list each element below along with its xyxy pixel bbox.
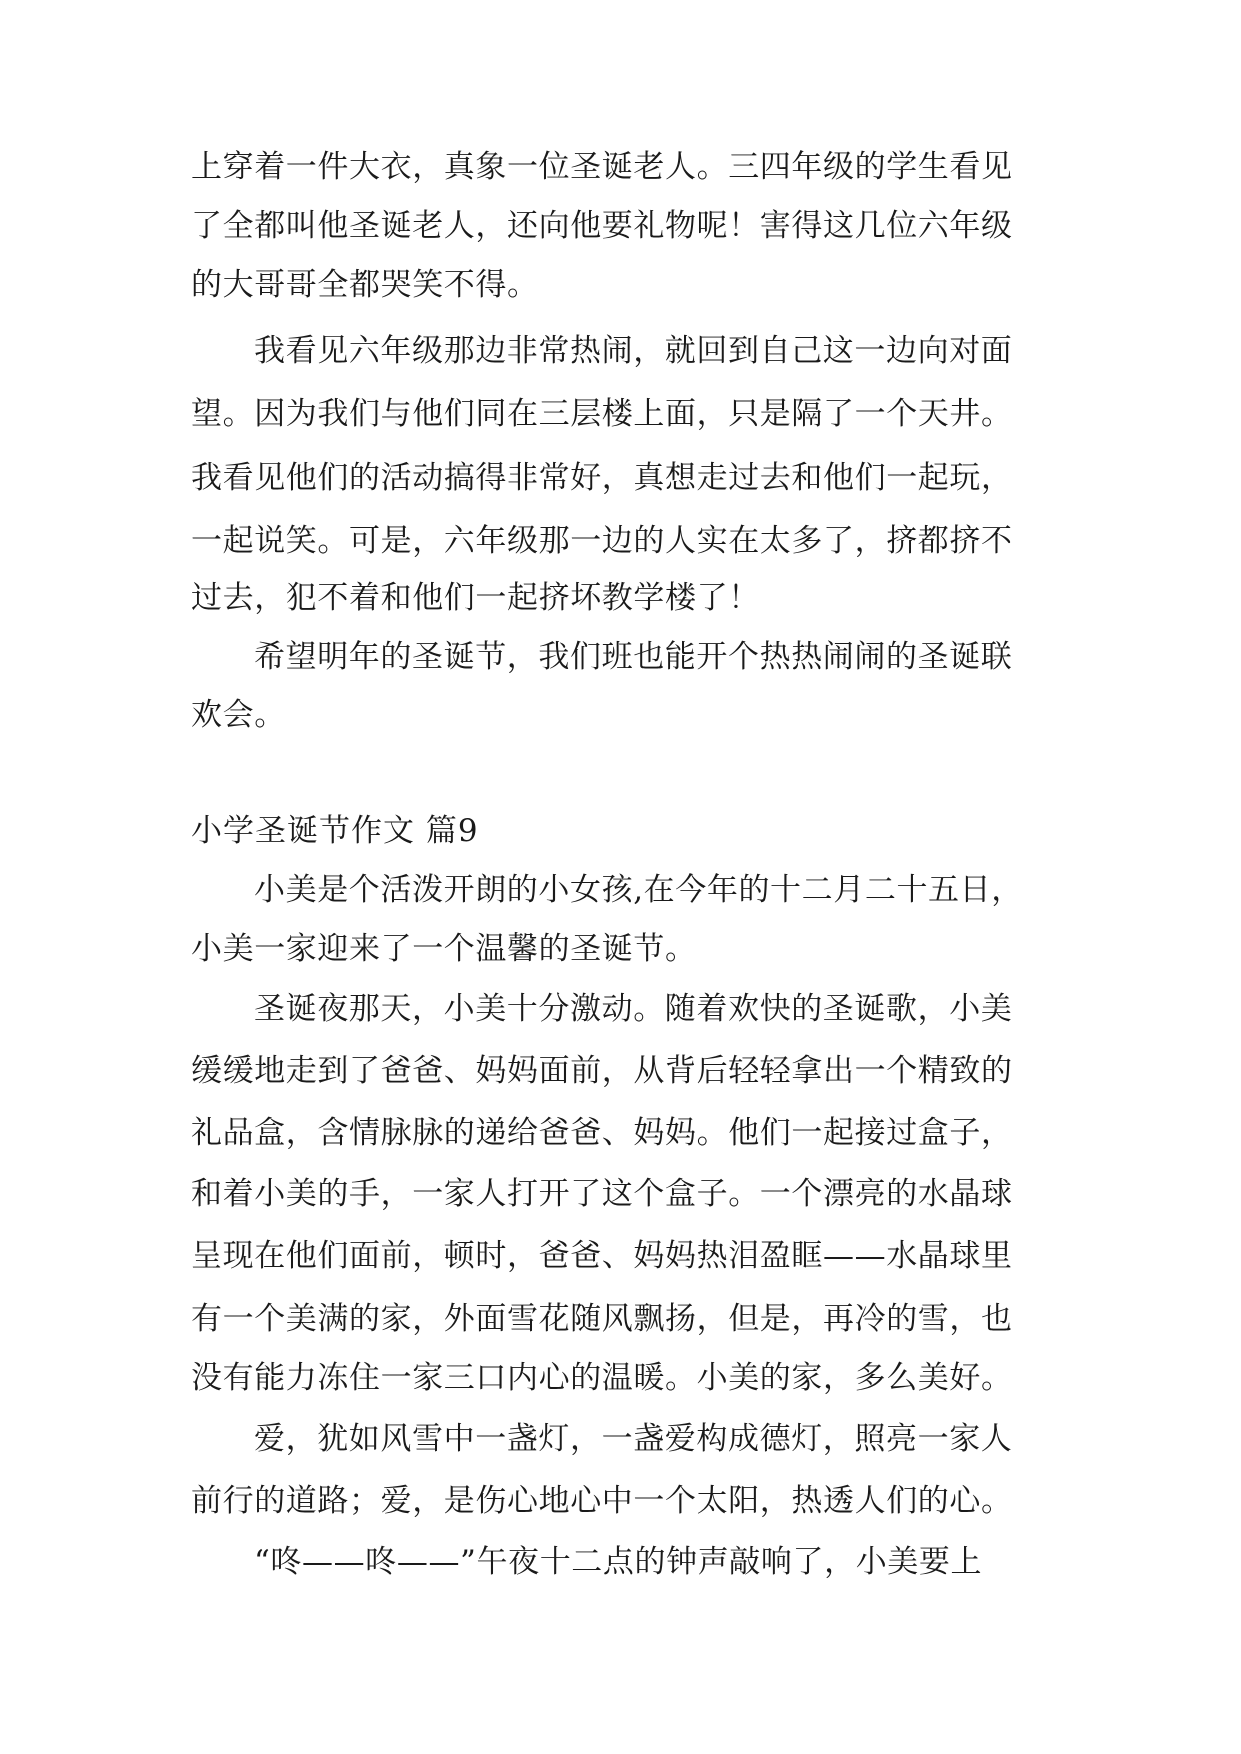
paragraph-line: 呈现在他们面前，顿时，爸爸、妈妈热泪盈眶——水晶球里 [191, 1238, 1013, 1274]
paragraph-line: 前行的道路；爱，是伤心地心中一个太阳，热透人们的心。 [191, 1483, 1013, 1519]
paragraph-line: 有一个美满的家，外面雪花随风飘扬，但是，再冷的雪，也 [191, 1301, 1013, 1337]
paragraph-line: 圣诞夜那天，小美十分激动。随着欢快的圣诞歌，小美 [254, 991, 1013, 1027]
paragraph-line: 礼品盒，含情脉脉的递给爸爸、妈妈。他们一起接过盒子， [191, 1115, 1013, 1151]
paragraph-line: 过去，犯不着和他们一起挤坏教学楼了！ [191, 580, 760, 616]
paragraph-line: 欢会。 [191, 697, 286, 733]
paragraph-line: 一起说笑。可是，六年级那一边的人实在太多了，挤都挤不 [191, 523, 1013, 559]
paragraph-line: 没有能力冻住一家三口内心的温暖。小美的家，多么美好。 [191, 1360, 1013, 1396]
paragraph-line: 希望明年的圣诞节，我们班也能开个热热闹闹的圣诞联 [254, 639, 1013, 675]
paragraph-line: 和着小美的手，一家人打开了这个盒子。一个漂亮的水晶球 [191, 1176, 1013, 1212]
paragraph-line: 小美一家迎来了一个温馨的圣诞节。 [191, 931, 697, 967]
paragraph-line: 缓缓地走到了爸爸、妈妈面前，从背后轻轻拿出一个精致的 [191, 1053, 1013, 1089]
paragraph-line: 的大哥哥全都哭笑不得。 [191, 267, 539, 303]
paragraph-line: 爱，犹如风雪中一盏灯，一盏爱构成德灯，照亮一家人 [254, 1421, 1013, 1457]
paragraph-line: 上穿着一件大衣，真象一位圣诞老人。三四年级的学生看见 [191, 149, 1013, 185]
paragraph-line: 了全都叫他圣诞老人，还向他要礼物呢！害得这几位六年级 [191, 208, 1013, 244]
section-heading: 小学圣诞节作文 篇9 [191, 813, 479, 849]
paragraph-line: 我看见他们的活动搞得非常好，真想走过去和他们一起玩， [191, 460, 1013, 496]
paragraph-line: 我看见六年级那边非常热闹，就回到自己这一边向对面 [254, 333, 1013, 369]
paragraph-line: 小美是个活泼开朗的小女孩,在今年的十二月二十五日， [254, 872, 1023, 908]
paragraph-line: “咚——咚——”午夜十二点的钟声敲响了，小美要上 [254, 1544, 983, 1580]
paragraph-line: 望。因为我们与他们同在三层楼上面，只是隔了一个天井。 [191, 396, 1013, 432]
